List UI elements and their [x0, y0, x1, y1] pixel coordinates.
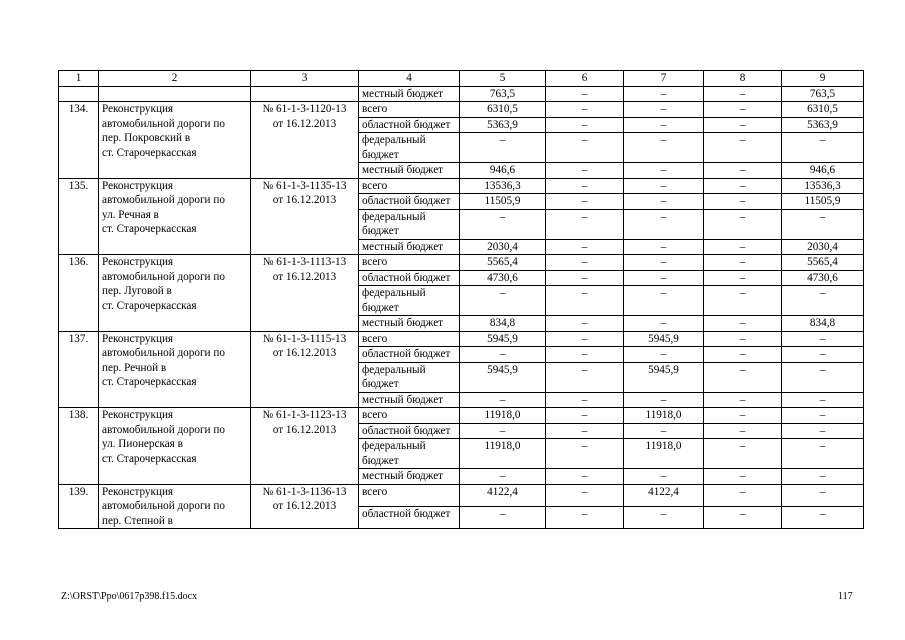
value-cell: – [546, 316, 624, 332]
value-cell: – [704, 163, 782, 179]
value-cell: – [624, 316, 704, 332]
object-name [99, 408, 251, 485]
value-cell: – [704, 270, 782, 286]
value-cell: – [704, 316, 782, 332]
value-cell: 4122,4 [624, 484, 704, 506]
value-cell: – [782, 347, 864, 363]
value-cell: – [624, 239, 704, 255]
value-cell: – [546, 133, 624, 163]
value-cell: – [704, 194, 782, 210]
value-cell: – [782, 408, 864, 424]
value-cell: – [704, 408, 782, 424]
object-name-line: пер. Луговой в [102, 285, 172, 297]
document-reference-line: от 16.12.2013 [272, 500, 337, 512]
value-cell: – [546, 178, 624, 194]
object-name-line: Реконструкция [102, 485, 174, 498]
entry-number: 135. [59, 178, 99, 255]
value-cell: – [546, 86, 624, 102]
value-cell: – [624, 194, 704, 210]
document-reference [251, 102, 359, 179]
value-cell: – [704, 102, 782, 118]
document-reference-line: от 16.12.2013 [272, 423, 337, 436]
object-name-line: ст. Старочеркасская [102, 223, 197, 235]
value-cell: 763,5 [460, 86, 546, 102]
object-name-line: Реконструкция [102, 332, 174, 345]
budget-type-cell: областной бюджет [359, 506, 460, 528]
value-cell: – [782, 423, 864, 439]
value-cell: – [546, 347, 624, 363]
value-cell: 834,8 [782, 316, 864, 332]
budget-type-cell: местный бюджет [359, 239, 460, 255]
value-cell: – [782, 331, 864, 347]
table-row [59, 86, 864, 102]
column-header: 4 [359, 71, 460, 87]
budget-type-cell: областной бюджет [359, 270, 460, 286]
budget-type-cell: всего [359, 331, 460, 347]
budget-type-cell: областной бюджет [359, 194, 460, 210]
object-name-line: автомобильной дороги по [102, 117, 225, 130]
document-reference [251, 331, 359, 408]
entry-number: 137. [59, 331, 99, 408]
value-cell: 4730,6 [782, 270, 864, 286]
document-reference [251, 178, 359, 255]
value-cell: – [624, 255, 704, 271]
object-name-line: автомобильной дороги по [102, 194, 225, 206]
object-name-line: ул. Пионерская в [102, 438, 183, 450]
table-row [59, 484, 864, 506]
value-cell: – [546, 255, 624, 271]
entry-number: 138. [59, 408, 99, 485]
object-name-line: ст. Старочеркасская [102, 146, 197, 159]
value-cell: – [704, 86, 782, 102]
column-header: 7 [624, 71, 704, 87]
value-cell: 5565,4 [782, 255, 864, 271]
value-cell: 4730,6 [460, 270, 546, 286]
file-path-footer: Z:\ORST\Ppo\0617p398.f15.docx [61, 591, 198, 602]
value-cell: – [546, 408, 624, 424]
object-name [99, 484, 251, 529]
document-reference-line: № 61-1-3-1136-13 [262, 485, 347, 498]
value-cell: – [624, 270, 704, 286]
object-name [99, 102, 251, 179]
object-name-line: Реконструкция [102, 256, 174, 268]
value-cell: 13536,3 [460, 178, 546, 194]
object-name-line: автомобильной дороги по [102, 270, 225, 283]
column-header: 8 [704, 71, 782, 87]
value-cell: – [782, 484, 864, 506]
value-cell: – [624, 506, 704, 528]
document-reference [251, 408, 359, 485]
table-row [59, 255, 864, 271]
budget-type-cell: местный бюджет [359, 469, 460, 485]
value-cell: – [704, 178, 782, 194]
object-name [99, 255, 251, 332]
object-name-line: Реконструкция [102, 103, 174, 115]
value-cell: – [782, 506, 864, 528]
value-cell: – [546, 270, 624, 286]
value-cell: – [624, 163, 704, 179]
value-cell: – [704, 133, 782, 163]
value-cell: 946,6 [782, 163, 864, 179]
value-cell: – [704, 286, 782, 316]
document-reference-line: № 61-1-3-1115-13 [262, 332, 347, 345]
document-reference [251, 484, 359, 529]
value-cell: 11918,0 [460, 408, 546, 424]
budget-type-cell: местный бюджет [359, 316, 460, 332]
value-cell: – [546, 163, 624, 179]
value-cell: – [546, 469, 624, 485]
value-cell: – [546, 239, 624, 255]
value-cell: – [624, 117, 704, 133]
value-cell: 5945,9 [460, 331, 546, 347]
value-cell: 6310,5 [782, 102, 864, 118]
value-cell: – [704, 362, 782, 392]
column-header: 1 [59, 71, 99, 87]
document-reference-line: от 16.12.2013 [272, 194, 337, 206]
value-cell: 5363,9 [782, 117, 864, 133]
budget-type-cell: всего [359, 255, 460, 271]
value-cell: – [460, 506, 546, 528]
budget-type-cell: областной бюджет [359, 423, 460, 439]
empty-cell [99, 86, 251, 102]
value-cell: – [704, 331, 782, 347]
value-cell: – [624, 469, 704, 485]
value-cell: 763,5 [782, 86, 864, 102]
value-cell: – [624, 209, 704, 239]
object-name-line: ст. Старочеркасская [102, 452, 197, 465]
value-cell: – [782, 362, 864, 392]
value-cell: 2030,4 [782, 239, 864, 255]
value-cell: – [624, 133, 704, 163]
value-cell: – [546, 331, 624, 347]
value-cell: – [704, 484, 782, 506]
budget-type-cell: местный бюджет [359, 86, 460, 102]
value-cell: – [782, 133, 864, 163]
column-header: 6 [546, 71, 624, 87]
value-cell: 5565,4 [460, 255, 546, 271]
value-cell: – [546, 117, 624, 133]
object-name-line: Реконструкция [102, 409, 174, 421]
object-name-line: автомобильной дороги по [102, 423, 225, 436]
value-cell: – [624, 102, 704, 118]
value-cell: – [704, 239, 782, 255]
object-name-line: ст. Старочеркасская [102, 376, 197, 388]
value-cell: – [624, 392, 704, 408]
value-cell: – [782, 392, 864, 408]
budget-type-cell: всего [359, 102, 460, 118]
value-cell: – [546, 506, 624, 528]
object-name-line: ул. Речная в [102, 208, 159, 221]
budget-type-cell: областной бюджет [359, 347, 460, 363]
value-cell: 11918,0 [624, 439, 704, 469]
column-header: 9 [782, 71, 864, 87]
value-cell: – [782, 286, 864, 316]
object-name-line: автомобильной дороги по [102, 347, 225, 359]
budget-type-cell: всего [359, 408, 460, 424]
value-cell: – [782, 469, 864, 485]
budget-type-cell: федеральный бюджет [359, 286, 460, 316]
value-cell: – [460, 133, 546, 163]
document-reference [251, 255, 359, 332]
value-cell: – [546, 439, 624, 469]
document-reference-line: № 61-1-3-1123-13 [262, 409, 347, 421]
value-cell: – [624, 86, 704, 102]
value-cell: 13536,3 [782, 178, 864, 194]
value-cell: – [704, 255, 782, 271]
value-cell: – [704, 392, 782, 408]
value-cell: – [704, 209, 782, 239]
entry-number: 134. [59, 102, 99, 179]
budget-type-cell: федеральный бюджет [359, 362, 460, 392]
value-cell: 5945,9 [624, 362, 704, 392]
document-reference-line: от 16.12.2013 [272, 270, 337, 283]
object-name [99, 178, 251, 255]
value-cell: – [704, 117, 782, 133]
value-cell: – [624, 347, 704, 363]
value-cell: – [624, 286, 704, 316]
value-cell: 11918,0 [460, 439, 546, 469]
value-cell: – [460, 469, 546, 485]
page-number: 117 [838, 591, 853, 602]
value-cell: 6310,5 [460, 102, 546, 118]
budget-table [58, 70, 864, 529]
value-cell: 834,8 [460, 316, 546, 332]
value-cell: – [460, 347, 546, 363]
empty-cell [59, 86, 99, 102]
value-cell: – [782, 439, 864, 469]
value-cell: 2030,4 [460, 239, 546, 255]
entry-number: 139. [59, 484, 99, 529]
object-name-line: пер. Покровский в [102, 132, 191, 144]
value-cell: 11505,9 [782, 194, 864, 210]
budget-type-cell: местный бюджет [359, 163, 460, 179]
object-name-line: автомобильной дороги по [102, 500, 225, 512]
budget-type-cell: федеральный бюджет [359, 439, 460, 469]
value-cell: – [546, 102, 624, 118]
value-cell: – [460, 423, 546, 439]
object-name-line: ст. Старочеркасская [102, 299, 197, 312]
document-reference-line: от 16.12.2013 [272, 117, 337, 130]
budget-type-cell: областной бюджет [359, 117, 460, 133]
value-cell: 946,6 [460, 163, 546, 179]
value-cell: 5945,9 [460, 362, 546, 392]
object-name-line: Реконструкция [102, 179, 174, 192]
value-cell: – [704, 469, 782, 485]
value-cell: – [546, 423, 624, 439]
table-row [59, 102, 864, 118]
document-reference-line: № 61-1-3-1113-13 [262, 256, 347, 268]
budget-type-cell: местный бюджет [359, 392, 460, 408]
object-name-line: пер. Речной в [102, 361, 167, 374]
object-name [99, 331, 251, 408]
column-header: 2 [99, 71, 251, 87]
value-cell: – [460, 286, 546, 316]
value-cell: – [546, 194, 624, 210]
table-row [59, 408, 864, 424]
entry-number: 136. [59, 255, 99, 332]
value-cell: – [460, 209, 546, 239]
empty-cell [251, 86, 359, 102]
value-cell: – [704, 423, 782, 439]
value-cell: – [624, 423, 704, 439]
value-cell: – [546, 362, 624, 392]
value-cell: – [546, 209, 624, 239]
value-cell: – [624, 178, 704, 194]
document-reference-line: № 61-1-3-1135-13 [262, 179, 347, 192]
value-cell: – [460, 392, 546, 408]
value-cell: 5363,9 [460, 117, 546, 133]
table-row [59, 331, 864, 347]
table-row [59, 178, 864, 194]
value-cell: – [704, 506, 782, 528]
value-cell: 11505,9 [460, 194, 546, 210]
value-cell: – [782, 209, 864, 239]
budget-type-cell: всего [359, 484, 460, 506]
value-cell: – [704, 347, 782, 363]
value-cell: – [546, 392, 624, 408]
budget-type-cell: федеральный бюджет [359, 209, 460, 239]
budget-type-cell: всего [359, 178, 460, 194]
object-name-line: пер. Степной в [102, 514, 173, 527]
value-cell: – [546, 484, 624, 506]
value-cell: – [546, 286, 624, 316]
column-header: 5 [460, 71, 546, 87]
value-cell: – [704, 439, 782, 469]
value-cell: 4122,4 [460, 484, 546, 506]
header-row [59, 71, 864, 87]
value-cell: 11918,0 [624, 408, 704, 424]
document-reference-line: от 16.12.2013 [272, 347, 337, 359]
budget-type-cell: федеральный бюджет [359, 133, 460, 163]
document-reference-line: № 61-1-3-1120-13 [262, 103, 347, 115]
column-header: 3 [251, 71, 359, 87]
value-cell: 5945,9 [624, 331, 704, 347]
